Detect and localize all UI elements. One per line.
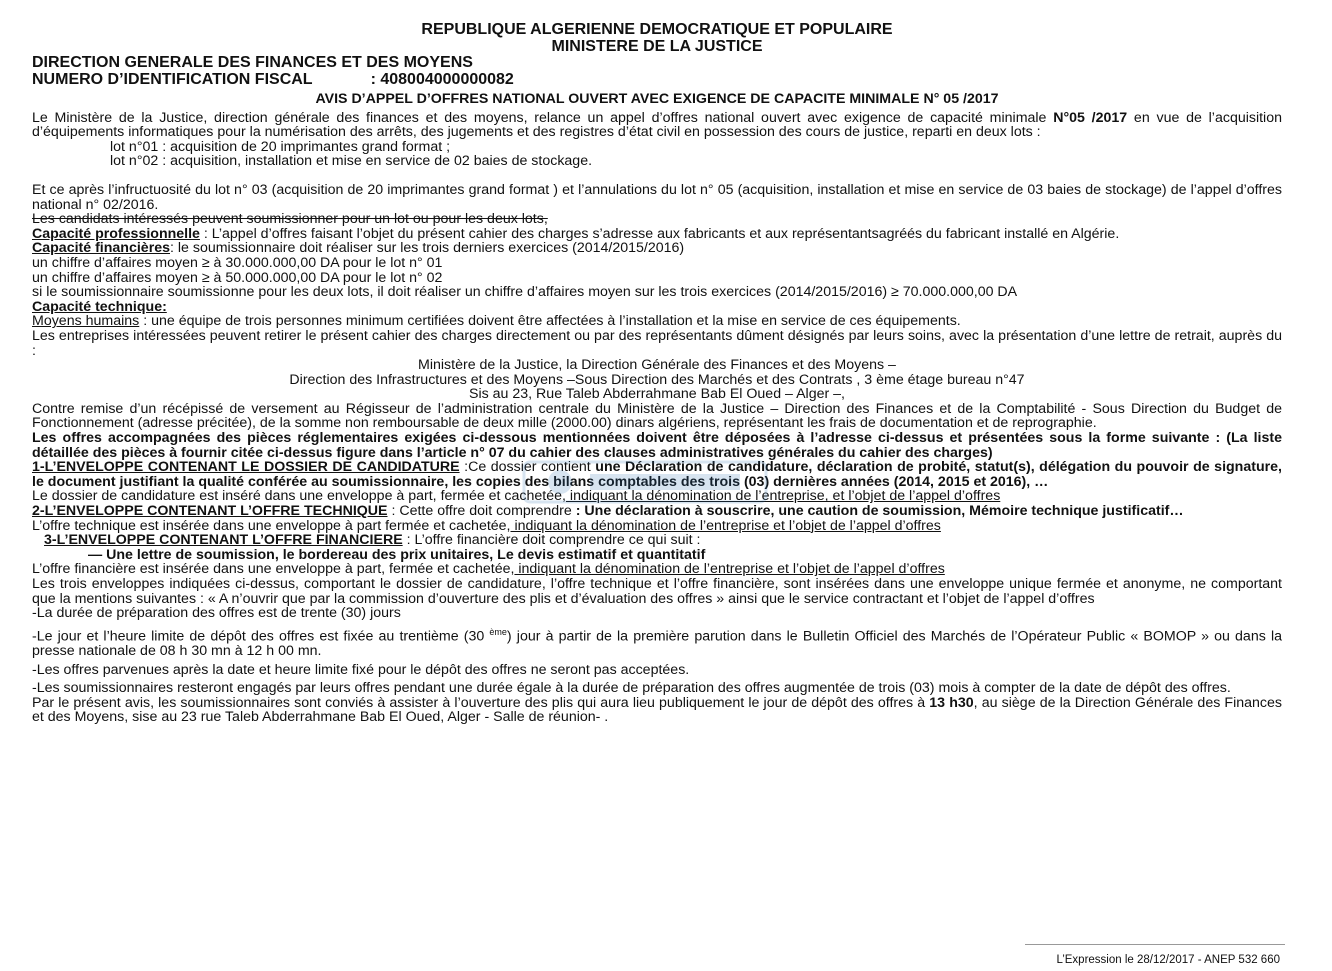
ouverture-plis-paragraph: Par le présent avis, les soumissionnaires sont conviés à assister à l’ouverture des plis qui aura lieu publiquement le jour de dépôt des offres à 13 h30, au siège de la Direction Générale des Finances et des Moyens, sise au 23 rue Taleb Abderrahmane Bab El Oued, Alger - Salle de réunion- . bbox=[32, 694, 1283, 726]
header-direction: DIRECTION GENERALE DES FINANCES ET DES MOYENS bbox=[32, 54, 473, 71]
tender-notice bbox=[32, 22, 1282, 725]
enveloppe-2-insertion: L’offre technique est insérée dans une enveloppe à part fermée et cachetée, indiquant la dénomination de l’entreprise et l’objet de l’appel d’offres bbox=[32, 517, 941, 534]
retrait-paragraph: Les entreprises intéressées peuvent retirer le présent cahier des charges directement ou par des représentants dûment désignés par leurs soins, avec la présentation d’une lettre de retrait, auprès du : bbox=[32, 327, 1282, 359]
nif-label: NUMERO D’IDENTIFICATION FISCAL bbox=[32, 70, 313, 88]
nif-value: : 408004000000082 bbox=[370, 70, 514, 88]
enveloppe-1-insertion: Le dossier de candidature est inséré dans une enveloppe à part, fermée et cachetée, indiquant la dénomination de l’entreprise, et l’objet de l’appel d’offres bbox=[32, 488, 1001, 505]
duree-line: -La durée de préparation des offres est de trente (30) jours bbox=[32, 605, 401, 622]
enveloppe-3-insertion: L’offre financière est insérée dans une enveloppe à part, fermée et cachetée, indiquant la dénomination de l’entreprise et l’objet de l’appel d’offres bbox=[32, 561, 945, 578]
lot-2: lot n°02 : acquisition, installation et mise en service de 02 baies de stockage. bbox=[110, 153, 593, 170]
remise-paragraph: Contre remise d’un récépissé de versement au Régisseur de l’administration centrale du Ministère de la Justice – Direction des Finances et de la Comptabilité - Sous Direction du Budget de Fonctionnement (adresse précitée), de la somme non remboursable de deux mille (2000.00) dinars algériens, représentant les frais de documentation et de reprographie. bbox=[32, 400, 1282, 432]
date-limite-paragraph: -Le jour et l’heure limite de dépôt des offres est fixée au trentième (30 $^{ème}$) jour à partir de la première parution dans le Bulletin Officiel des Marchés de l’Opérateur Public « BOMOP » ou dans la presse nationale de 08 h 30 mn à 12 h 00 mn. bbox=[32, 626, 1282, 660]
notice-number: N°05 /2017 bbox=[1053, 109, 1128, 126]
offres-paragraph: Les offres accompagnées des pièces réglementaires exigées ci-dessous mentionnées doivent être déposées à l’adresse ci-dessus et présentées sous la forme suivante : (La liste détaillée des pièces à fournir citée ci-dessus figure dans l’article n° 07 du cahier des clauses administratives générales du cahier des charges) bbox=[32, 430, 1282, 461]
header-nif bbox=[32, 72, 1282, 89]
candidates-line: Les candidats intéressés peuvent soumissionner pour un lot ou pour les deux lots, bbox=[32, 211, 548, 228]
enveloppe-3-contents: — Une lettre de soumission, le bordereau des prix unitaires, Le devis estimatif et quantitatif bbox=[88, 546, 706, 563]
publication-footer: L’Expression le 28/12/2017 - ANEP 532 660 bbox=[1056, 954, 1280, 966]
enveloppe-1: 1-L’ENVELOPPE CONTENANT LE DOSSIER DE CANDIDATURE :Ce dossier contient une Déclaration de candidature, déclaration de probité, statut(s), délégation du pouvoir de signature, le document justifiant la qualité conférée au soumissionnaire, les copies des bilans comptables des trois (03) dernières années (2014, 2015 et 2016), … bbox=[32, 459, 1282, 490]
watermark-logo bbox=[520, 458, 770, 506]
enveloppe-3: 3-L’ENVELOPPE CONTENANT L’OFFRE FINANCIERE : L’offre financière doit comprendre ce qui suit : bbox=[44, 532, 701, 549]
header-ministry: MINISTERE DE LA JUSTICE bbox=[551, 37, 763, 55]
ca-lot-2: un chiffre d’affaires moyen ≥ à 50.000.000,00 DA pour le lot n° 02 bbox=[32, 269, 443, 286]
address-line-2: Direction des Infrastructures et des Moyens –Sous Direction des Marchés et des Contrats , 3 ème étage bureau n°47 bbox=[289, 371, 1025, 388]
enveloppe-2: 2-L’ENVELOPPE CONTENANT L’OFFRE TECHNIQUE : Cette offre doit comprendre : Une déclaration à souscrire, une caution de soumission, Mémoire technique justificatif… bbox=[32, 503, 1184, 520]
ca-lot-1: un chiffre d’affaires moyen ≥ à 30.000.000,00 DA pour le lot n° 01 bbox=[32, 254, 443, 271]
lot-1: lot n°01 : acquisition de 20 imprimantes grand format ; bbox=[110, 138, 451, 155]
infructuosite-paragraph: Et ce après l’infructuosité du lot n° 03 (acquisition de 20 imprimantes grand format ) et l’annulations du lot n° 05 (acquisition, installation et mise en service de 03 baies de stockage) de l’appel d’offres national n° 02/2016. bbox=[32, 181, 1282, 213]
offres-tardives-line: -Les offres parvenues après la date et heure limite fixé pour le dépôt des offres ne seront pas acceptées. bbox=[32, 661, 690, 678]
ca-deux-lots: si le soumissionnaire soumissionne pour les deux lots, il doit réaliser un chiffre d’affaires moyen sur les trois exercices (2014/2015/2016) ≥ 70.000.000,00 DA bbox=[32, 284, 1018, 301]
capacite-technique: Capacité technique: bbox=[32, 298, 167, 315]
notice-title: AVIS D’APPEL D’OFFRES NATIONAL OUVERT AVEC EXIGENCE DE CAPACITE MINIMALE N° 05 /2017 bbox=[315, 91, 999, 107]
address-line-3: Sis au 23, Rue Taleb Abderrahmane Bab El Oued – Alger –, bbox=[469, 386, 845, 403]
capacite-professionnelle: Capacité professionnelle : L’appel d’offres faisant l’objet du présent cahier des charges s’adresse aux fabricants et aux représentantsagréés du fabricant installé en Algérie. bbox=[32, 225, 1120, 242]
engagement-paragraph: -Les soumissionnaires resteront engagés par leurs offres pendant une durée égale à la durée de préparation des offres augmentée de trois (03) mois à compter de la date de dépôt des offres. bbox=[32, 680, 1231, 697]
capacite-financieres: Capacité financières: le soumissionnaire doit réaliser sur les trois derniers exercices (2014/2015/2016) bbox=[32, 240, 685, 257]
moyens-humains: Moyens humains : une équipe de trois personnes minimum certifiées doivent être affectées à l’installation et la mise en service de ces équipements. bbox=[32, 313, 961, 330]
header-republic: REPUBLIQUE ALGERIENNE DEMOCRATIQUE ET POPULAIRE bbox=[421, 21, 893, 38]
trois-enveloppes-paragraph: Les trois enveloppes indiquées ci-dessus, comportant le dossier de candidature, l’offre technique et l’offre financière, sont insérées dans une enveloppe unique fermée et anonyme, ne comportant que la mentions suivantes : « A n’ouvrir que par la commission d’ouverture des plis et d’évaluation des offres » ainsi que le service contractant et l’objet de l’appel d’offres bbox=[32, 576, 1282, 607]
footer-rule bbox=[1025, 944, 1285, 945]
intro-paragraph: Le Ministère de la Justice, direction générale des finances et des moyens, relance un appel d’offres national ouvert avec exigence de capacité minimale N°05 /2017 en vue de l’acquisition d’équipements informatiques pour la numérisation des arrêts, des jugements et des registres d’état civil en possession des cours de justice, reparti en deux lots : bbox=[32, 109, 1282, 141]
address-line-1: Ministère de la Justice, la Direction Générale des Finances et des Moyens – bbox=[418, 357, 896, 374]
